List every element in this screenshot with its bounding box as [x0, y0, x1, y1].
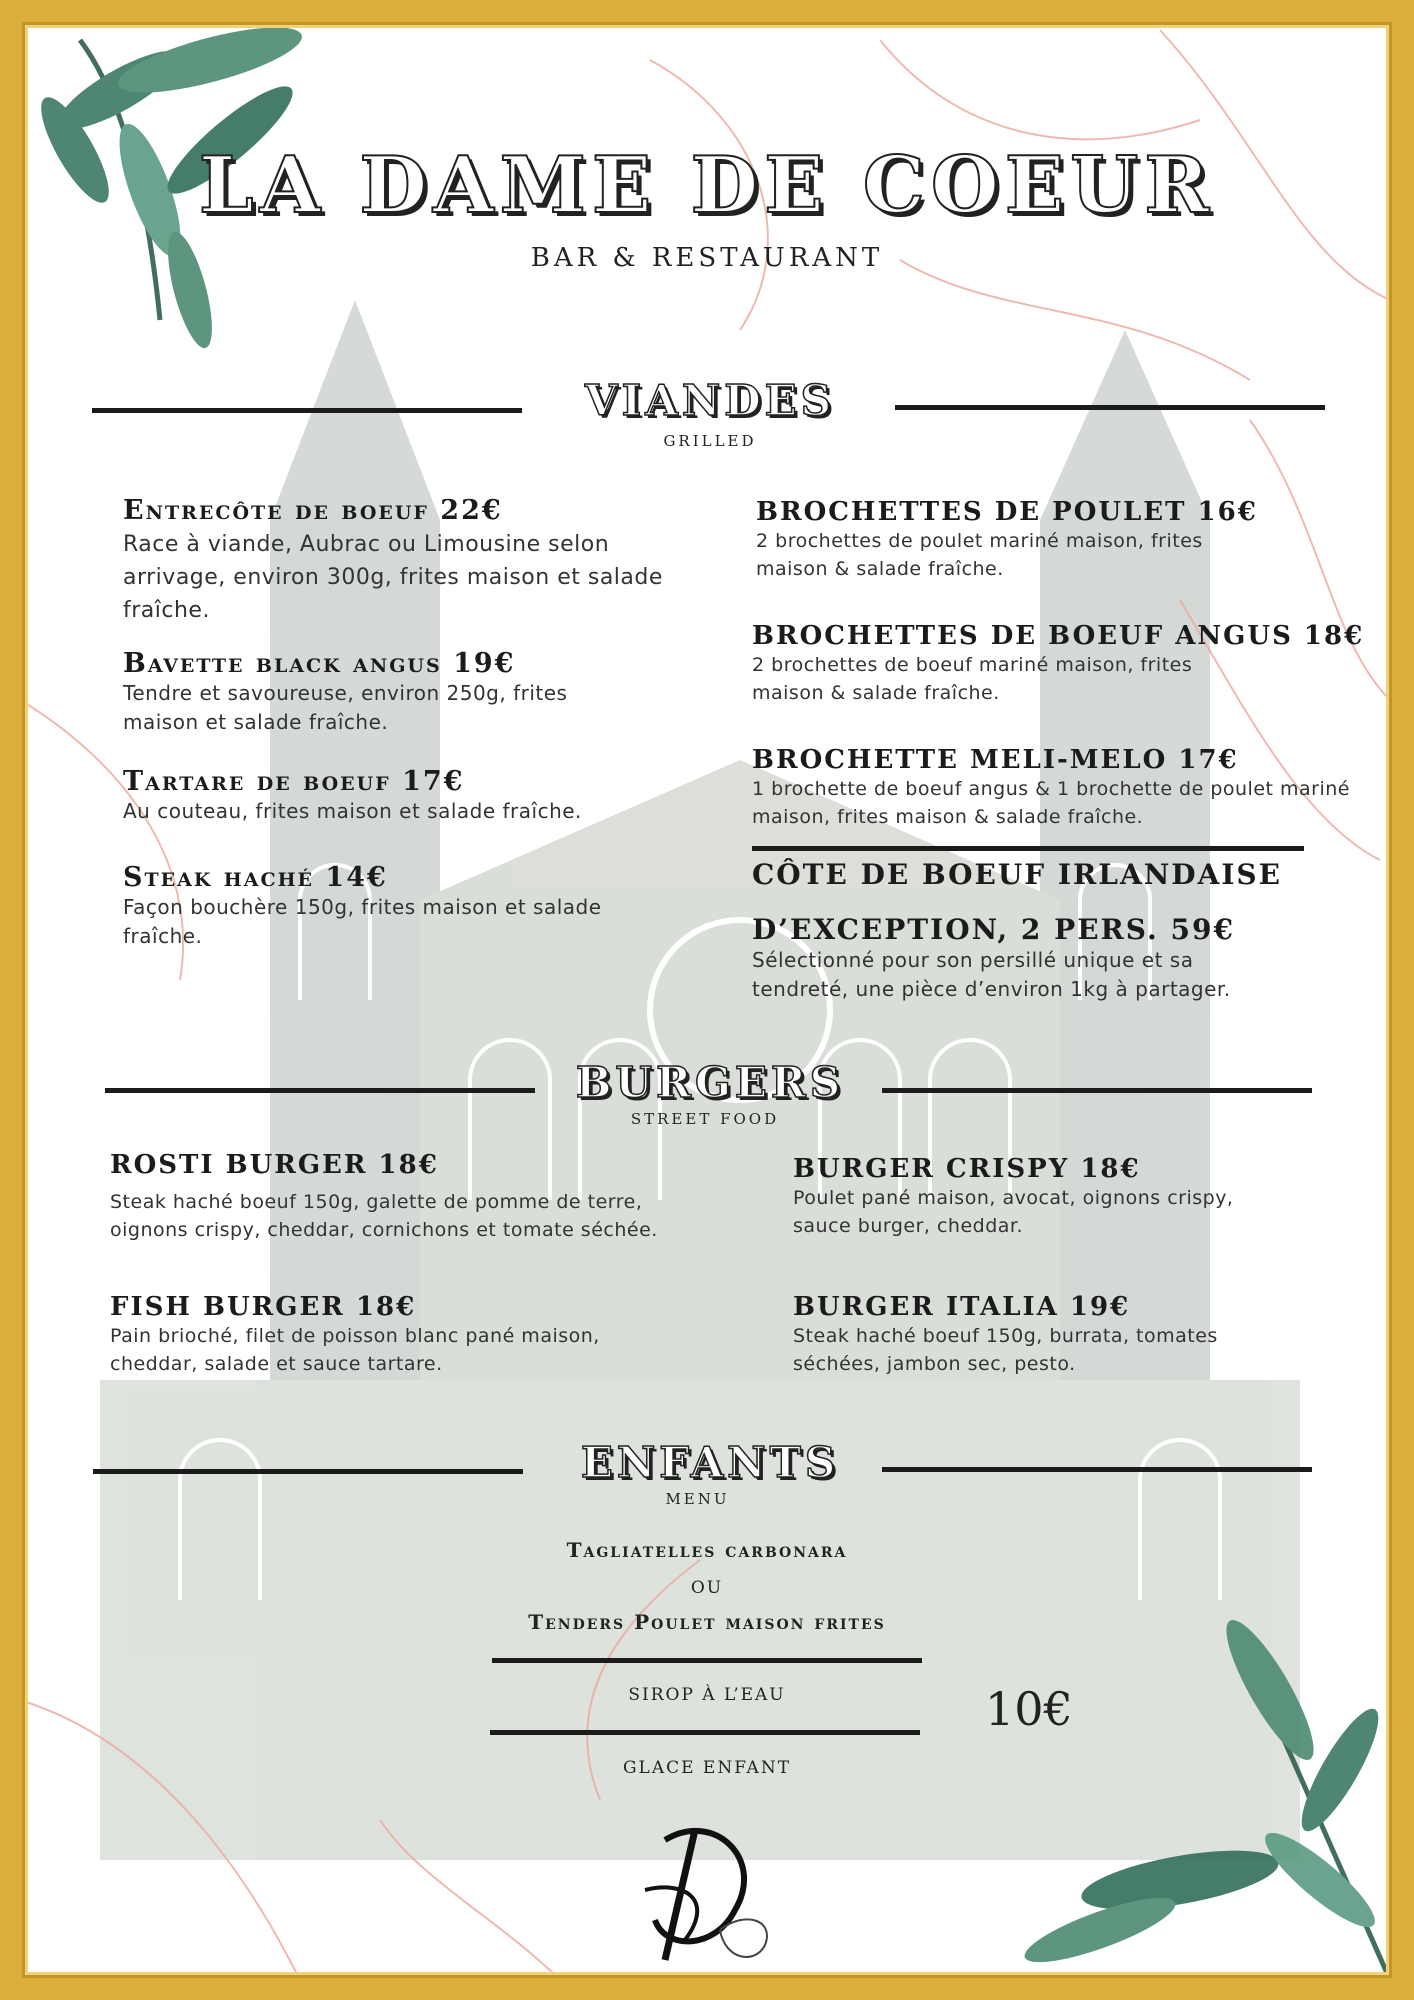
section-rule: [105, 1088, 535, 1093]
kids-drink: SIROP À L’EAU: [628, 1685, 786, 1705]
item-description: Façon bouchère 150g, frites maison et salade fraîche.: [123, 895, 602, 948]
menu-item: [110, 1150, 700, 1244]
kids-choice-1: Tagliatelles carbonara: [566, 1538, 848, 1562]
section-title-enfants: ENFANTS: [580, 1438, 840, 1487]
menu-item: [123, 862, 603, 951]
item-description: Poulet pané maison, avocat, oignons crispy, sauce burger, cheddar.: [793, 1187, 1234, 1237]
item-name-line2: D’EXCEPTION, 2 PERS. 59€: [752, 913, 1235, 946]
section-rule: [882, 1467, 1312, 1472]
item-description: 2 brochettes de boeuf mariné maison, frites maison & salade fraîche.: [752, 654, 1193, 704]
restaurant-title: LA DAME DE COEUR: [198, 140, 1216, 231]
menu-item: [756, 497, 1258, 583]
menu-item: [123, 648, 643, 737]
item-description: Steak haché boeuf 150g, burrata, tomates séchées, jambon sec, pesto.: [793, 1325, 1218, 1375]
restaurant-subtitle: BAR & RESTAURANT: [530, 243, 884, 273]
menu-item: [123, 766, 683, 826]
item-name: Bavette black angus 19€: [123, 648, 516, 679]
item-name: BROCHETTE MELI-MELO 17€: [752, 745, 1239, 775]
section-rule: [93, 1469, 523, 1474]
item-name: BURGER ITALIA 19€: [793, 1292, 1131, 1322]
menu-item: [123, 495, 683, 627]
kids-rule: [492, 1658, 922, 1663]
item-name: BURGER CRISPY 18€: [793, 1154, 1141, 1184]
item-name: Entrecôte de boeuf 22€: [123, 495, 503, 526]
menu-item: [752, 858, 1352, 1004]
section-title-burgers: BURGERS: [575, 1058, 845, 1107]
menu-item: [110, 1292, 670, 1378]
section-subtitle-enfants: MENU: [665, 1490, 730, 1508]
menu-item: [752, 745, 1372, 831]
item-description: 1 brochette de boeuf angus & 1 brochette de poulet mariné maison, frites maison & salade fraîche.: [752, 778, 1350, 828]
menu-item: [793, 1292, 1253, 1378]
item-description: Sélectionné pour son persillé unique et sa tendreté, une pièce d’environ 1kg à partager.: [752, 948, 1231, 1001]
item-description: Pain brioché, filet de poisson blanc pané maison, cheddar, salade et sauce tartare.: [110, 1325, 600, 1375]
item-name: ROSTI BURGER 18€: [110, 1150, 439, 1180]
item-description: Au couteau, frites maison et salade fraîche.: [123, 799, 582, 823]
item-description: 2 brochettes de poulet mariné maison, frites maison & salade fraîche.: [756, 530, 1203, 580]
item-name: BROCHETTES DE BOEUF ANGUS 18€: [752, 621, 1365, 651]
item-description: Steak haché boeuf 150g, galette de pomme de terre, oignons crispy, cheddar, cornichons et tomate séchée.: [110, 1191, 658, 1241]
section-subtitle-viandes: GRILLED: [663, 432, 757, 450]
kids-or: OU: [690, 1578, 724, 1598]
section-rule: [92, 408, 522, 413]
item-name: FISH BURGER 18€: [110, 1292, 417, 1322]
menu-item: [793, 1154, 1293, 1240]
section-subtitle-burgers: STREET FOOD: [630, 1110, 780, 1128]
item-name-line1: CÔTE DE BOEUF IRLANDAISE: [752, 858, 1282, 891]
item-name: Steak haché 14€: [123, 862, 388, 893]
kids-dessert: GLACE ENFANT: [622, 1758, 792, 1778]
item-name: Tartare de boeuf 17€: [123, 766, 465, 797]
item-description: Tendre et savoureuse, environ 250g, frites maison et salade fraîche.: [123, 681, 568, 734]
item-description: Race à viande, Aubrac ou Limousine selon arrivage, environ 300g, frites maison et salade fraîche.: [123, 532, 663, 623]
kids-choice-2: Tenders Poulet maison frites: [528, 1610, 886, 1634]
section-rule: [882, 1088, 1312, 1093]
monogram-logo: [625, 1820, 795, 1970]
menu-item: [752, 621, 1365, 707]
section-rule: [895, 405, 1325, 410]
kids-menu-price: 10€: [985, 1682, 1073, 1736]
item-rule: [752, 846, 1304, 851]
item-name: BROCHETTES DE POULET 16€: [756, 497, 1258, 527]
section-title-viandes: VIANDES: [585, 376, 835, 425]
kids-rule: [490, 1730, 920, 1735]
